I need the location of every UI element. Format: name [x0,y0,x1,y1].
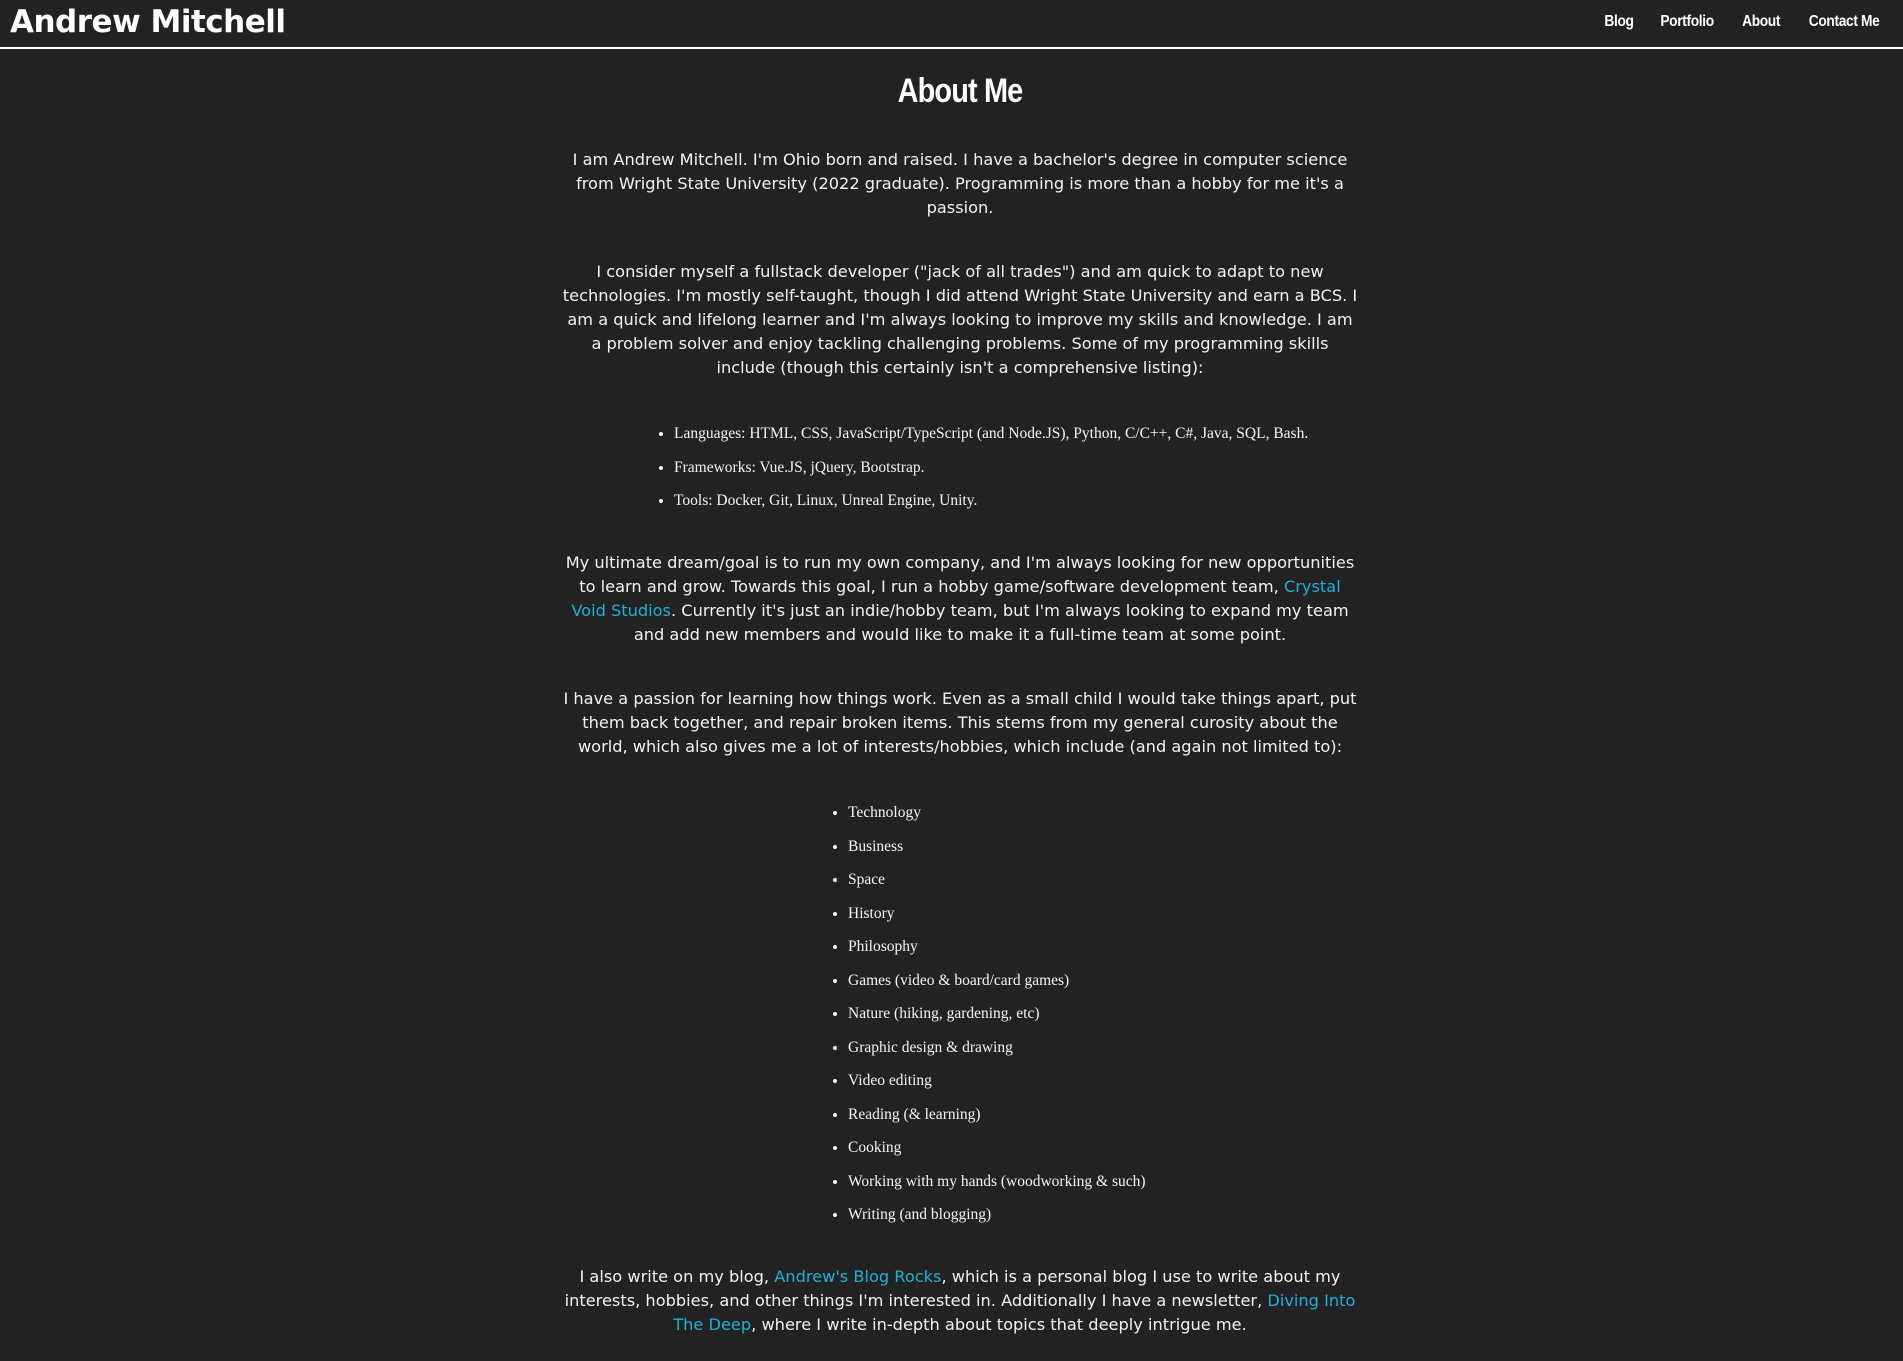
list-item: • History [848,904,1360,924]
blog-text-before: I also write on my blog, [579,1267,775,1286]
nav-about[interactable]: About [1741,13,1780,30]
passion-paragraph: I have a passion for learning how things work. Even as a small child I would take things apart, put them back together, and repair broken items. This stems from my general curosity about the world, which also gives me a lot of interests/hobbies, which include (and again not limited to): [563,689,1357,756]
list-item: • Philosophy [848,937,1360,957]
crystal-void-studios-link[interactable]: Crystal Void Studios [571,577,1341,620]
blog-text-after: , where I write in-depth about topics that deeply intrigue me. [751,1315,1247,1334]
developer-paragraph: I consider myself a fullstack developer ("jack of all trades") and am quick to adapt to new technologies. I'm mostly self-taught, though I did attend Wright State University and earn a BCS. I am a quick and lifelong learner and I'm always looking to improve my skills and knowledge. I am a problem solver and enjoy tackling challenging problems. Some of my programming skills include (though this certainly isn't a comprehensive listing): [562,262,1358,377]
list-item: • Working with my hands (woodworking & such) [848,1172,1360,1192]
page-title: About Me [897,72,1023,110]
hobbies-list [826,803,1360,1225]
list-item: • Frameworks: Vue.JS, jQuery, Bootstrap. [674,458,1360,478]
list-item: • Cooking [848,1138,1360,1158]
nav-portfolio[interactable]: Portfolio [1660,13,1715,30]
blog-text-middle: , which is a personal blog I use to write about my interests, hobbies, and other things I'm interested in. Additionally I have a newsletter, [564,1267,1341,1310]
list-item: • Nature (hiking, gardening, etc) [848,1004,1360,1024]
skills-list [652,424,1360,511]
nav-contact[interactable]: Contact Me [1808,13,1880,30]
main-nav [1602,13,1885,31]
list-item: • Technology [848,803,1360,823]
dream-text-after: . Currently it's just an indie/hobby team, but I'm always looking to expand my team and add new members and would like to make it a full-time team at some point. [633,601,1349,644]
dream-paragraph [560,551,1360,647]
list-item: • Games (video & board/card games) [848,971,1360,991]
nav-blog[interactable]: Blog [1604,13,1634,30]
diving-into-the-deep-link[interactable]: Diving Into The Deep [673,1291,1356,1334]
blog-paragraph [560,1265,1360,1337]
dream-text-before: My ultimate dream/goal is to run my own company, and I'm always looking for new opportunities to learn and grow. Towards this goal, I run a hobby game/software development team, [565,553,1355,596]
list-item: • Writing (and blogging) [848,1205,1360,1225]
list-item: • Reading (& learning) [848,1105,1360,1125]
site-title-link[interactable]: Andrew Mitchell [10,4,286,40]
about-content [560,70,1360,1337]
intro-paragraph: I am Andrew Mitchell. I'm Ohio born and raised. I have a bachelor's degree in computer science from Wright State University (2022 graduate). Programming is more than a hobby for me it's a passion. [572,150,1348,217]
list-item: • Languages: HTML, CSS, JavaScript/TypeScript (and Node.JS), Python, C/C++, C#, Java, SQL, Bash. [674,424,1360,444]
list-item: • Tools: Docker, Git, Linux, Unreal Engine, Unity. [674,491,1360,511]
list-item: • Graphic design & drawing [848,1038,1360,1058]
list-item: • Space [848,870,1360,890]
list-item: • Business [848,837,1360,857]
list-item: • Video editing [848,1071,1360,1091]
site-header [0,0,1903,49]
andrews-blog-rocks-link[interactable]: Andrew's Blog Rocks [774,1267,942,1286]
